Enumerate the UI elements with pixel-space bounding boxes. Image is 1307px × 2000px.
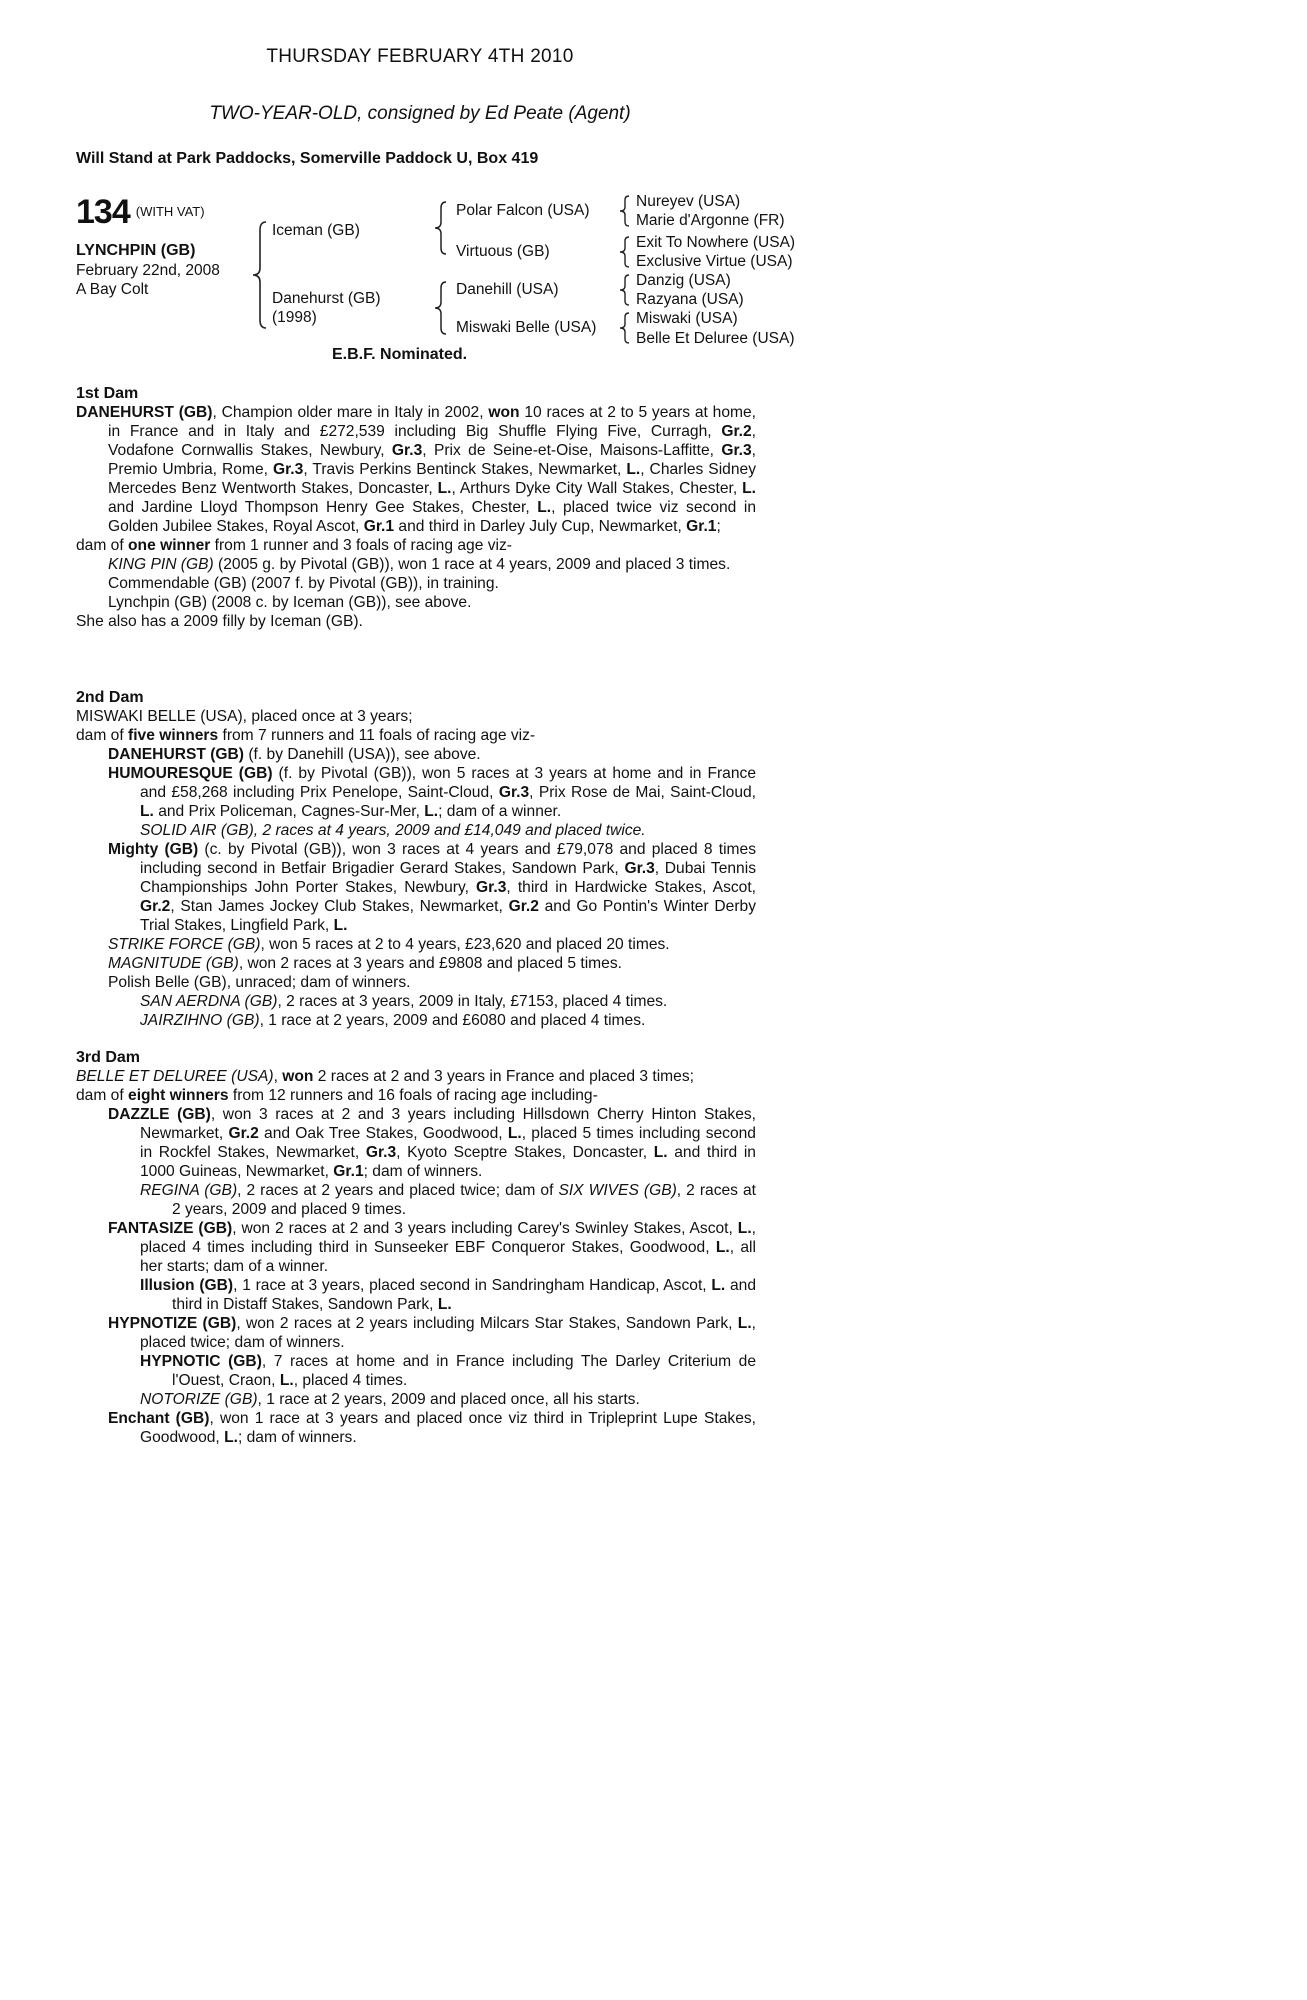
pedigree-ssd: Marie d'Argonne (FR) (636, 212, 785, 229)
third-dam-produce-summary: dam of eight winners from 12 runners and 16 foals of racing age including- (76, 1087, 598, 1104)
produce-entry: Commendable (GB) (2007 f. by Pivotal (GB)), in training. (108, 575, 499, 592)
first-dam-record: DANEHURST (GB), Champion older mare in Italy in 2002, won 10 races at 2 to 5 years at home, in France and in Italy and £272,539 including Big Shuffle Flying Five, Curragh, Gr.2, Vodafone Cornwallis Stakes, Newbury, Gr.3, Prix de Seine-et-Oise, Maisons-Laffitte, Gr.3, Premio Umbria, Rome, Gr.3, Travis Perkins Bentinck Stakes, Newmarket, L., Charles Sidney Mercedes Benz Wentworth Stakes, Doncaster, L., Arthurs Dyke City Wall Stakes, Chester, L. and Jardine Lloyd Thompson Henry Gee Stakes, Chester, L., placed twice viz second in Golden Jubilee Stakes, Royal Ascot, Gr.1 and third in Darley July Cup, Newmarket, Gr.1; (76, 404, 757, 535)
ebf-nominated: E.B.F. Nominated. (332, 346, 468, 363)
produce-entry: HYPNOTIZE (GB), won 2 races at 2 years including Milcars Star Stakes, Sandown Park, L., placed twice; dam of winners. (108, 1315, 756, 1351)
horse-name: LYNCHPIN (GB) (76, 242, 196, 259)
pedigree-dam-year: (1998) (272, 309, 317, 326)
pedigree-sire-sire: Polar Falcon (USA) (456, 202, 590, 219)
produce-entry: MAGNITUDE (GB), won 2 races at 3 years and £9808 and placed 5 times. (108, 955, 622, 972)
horse-description: A Bay Colt (76, 281, 149, 298)
third-dam-record: BELLE ET DELUREE (USA), won 2 races at 2 and 3 years in France and placed 3 times; (76, 1068, 694, 1085)
first-dam-name: DANEHURST (GB) (76, 404, 213, 421)
produce-entry: FANTASIZE (GB), won 2 races at 2 and 3 years including Carey's Swinley Stakes, Ascot, L., placed 4 times including third in Sunseeker EBF Conqueror Stakes, Goodwood, L., all her starts; dam of a winner. (108, 1220, 756, 1275)
lot-number: 134 (76, 193, 130, 231)
produce-entry: STRIKE FORCE (GB), won 5 races at 2 to 4 years, £23,620 and placed 20 times. (108, 936, 670, 953)
pedigree-brace-sire (433, 200, 449, 256)
first-dam-section (76, 384, 756, 631)
pedigree-brace-ds (618, 273, 632, 307)
pedigree-dss: Danzig (USA) (636, 272, 731, 289)
pedigree-sss: Nureyev (USA) (636, 193, 741, 210)
pedigree-dam: Danehurst (GB) (272, 290, 381, 307)
pedigree-brace-ss (618, 194, 632, 228)
second-dam-section (76, 688, 756, 1030)
pedigree-dsd: Razyana (USA) (636, 291, 744, 308)
first-dam-note: She also has a 2009 filly by Iceman (GB). (76, 613, 363, 630)
second-dam-record: MISWAKI BELLE (USA), placed once at 3 years; (76, 708, 413, 725)
produce-entry: JAIRZIHNO (GB), 1 race at 2 years, 2009 and £6080 and placed 4 times. (140, 1012, 646, 1029)
third-dam-section (76, 1048, 756, 1447)
produce-entry: DANEHURST (GB) (f. by Danehill (USA)), see above. (108, 746, 481, 763)
produce-entry: Mighty (GB) (c. by Pivotal (GB)), won 3 races at 4 years and £79,078 and placed 8 times including second in Betfair Brigadier Gerard Stakes, Sandown Park, Gr.3, Dubai Tennis Championships John Porter Stakes, Newbury, Gr.3, third in Hardwicke Stakes, Ascot, Gr.2, Stan James Jockey Club Stakes, Newmarket, Gr.2 and Go Pontin's Winter Derby Trial Stakes, Lingfield Park, L. (108, 841, 756, 934)
lot-number-block (76, 193, 205, 232)
produce-entry: SAN AERDNA (GB), 2 races at 3 years, 2009 in Italy, £7153, placed 4 times. (140, 993, 668, 1010)
produce-entry: DAZZLE (GB), won 3 races at 2 and 3 years including Hillsdown Cherry Hinton Stakes, Newmarket, Gr.2 and Oak Tree Stakes, Goodwood, L., placed 5 times including second in Rockfel Stakes, Newmarket, Gr.3, Kyoto Sceptre Stakes, Doncaster, L. and third in 1000 Guineas, Newmarket, Gr.1; dam of winners. (108, 1106, 757, 1180)
pedigree-brace-dam (433, 280, 449, 336)
produce-entry: HUMOURESQUE (GB) (f. by Pivotal (GB)), won 5 races at 3 years at home and in France and £58,268 including Prix Penelope, Saint-Cloud, Gr.3, Prix Rose de Mai, Saint-Cloud, L. and Prix Policeman, Cagnes-Sur-Mer, L.; dam of a winner. (108, 765, 757, 820)
pedigree-dds: Miswaki (USA) (636, 310, 738, 327)
produce-entry: Polish Belle (GB), unraced; dam of winners. (108, 974, 411, 991)
second-dam-heading: 2nd Dam (76, 689, 144, 706)
third-dam-heading: 3rd Dam (76, 1049, 141, 1066)
consignment-line: TWO-YEAR-OLD, consigned by Ed Peate (Agent) (209, 103, 631, 124)
produce-entry: HYPNOTIC (GB), 7 races at home and in France including The Darley Criterium de l'Ouest, Craon, L., placed 4 times. (140, 1353, 756, 1389)
sale-date: THURSDAY FEBRUARY 4TH 2010 (266, 46, 574, 67)
produce-entry: REGINA (GB), 2 races at 2 years and placed twice; dam of SIX WIVES (GB), 2 races at 2 years, 2009 and placed 9 times. (140, 1182, 756, 1218)
pedigree-sdd: Exclusive Virtue (USA) (636, 253, 793, 270)
produce-entry: Illusion (GB), 1 race at 3 years, placed second in Sandringham Handicap, Ascot, L. and third in Distaff Stakes, Sandown Park, L. (140, 1277, 756, 1313)
stand-location: Will Stand at Park Paddocks, Somerville Paddock U, Box 419 (76, 150, 539, 167)
pedigree-ddd: Belle Et Deluree (USA) (636, 330, 795, 347)
vat-note: (WITH VAT) (135, 204, 205, 219)
second-dam-produce-summary: dam of five winners from 7 runners and 11 foals of racing age viz- (76, 727, 536, 744)
produce-entry: SOLID AIR (GB), 2 races at 4 years, 2009 and £14,049 and placed twice. (140, 822, 646, 839)
produce-entry: KING PIN (GB) (2005 g. by Pivotal (GB)), won 1 race at 4 years, 2009 and placed 3 times. (108, 556, 731, 573)
pedigree-brace-gen1 (250, 220, 270, 330)
pedigree-sds: Exit To Nowhere (USA) (636, 234, 796, 251)
pedigree-dam-dam: Miswaki Belle (USA) (456, 319, 597, 336)
first-dam-heading: 1st Dam (76, 385, 139, 402)
foaling-date: February 22nd, 2008 (76, 262, 220, 279)
pedigree-sire: Iceman (GB) (272, 222, 360, 239)
produce-entry: Lynchpin (GB) (2008 c. by Iceman (GB)), see above. (108, 594, 472, 611)
first-dam-produce-summary: dam of one winner from 1 runner and 3 foals of racing age viz- (76, 537, 512, 554)
produce-entry: Enchant (GB), won 1 race at 3 years and placed once viz third in Tripleprint Lupe Stakes, Goodwood, L.; dam of winners. (108, 1410, 757, 1446)
produce-entry: NOTORIZE (GB), 1 race at 2 years, 2009 and placed once, all his starts. (140, 1391, 640, 1408)
pedigree-brace-sd (618, 235, 632, 269)
pedigree-dam-sire: Danehill (USA) (456, 281, 559, 298)
pedigree-sire-dam: Virtuous (GB) (456, 243, 550, 260)
pedigree-brace-dd (618, 311, 632, 345)
